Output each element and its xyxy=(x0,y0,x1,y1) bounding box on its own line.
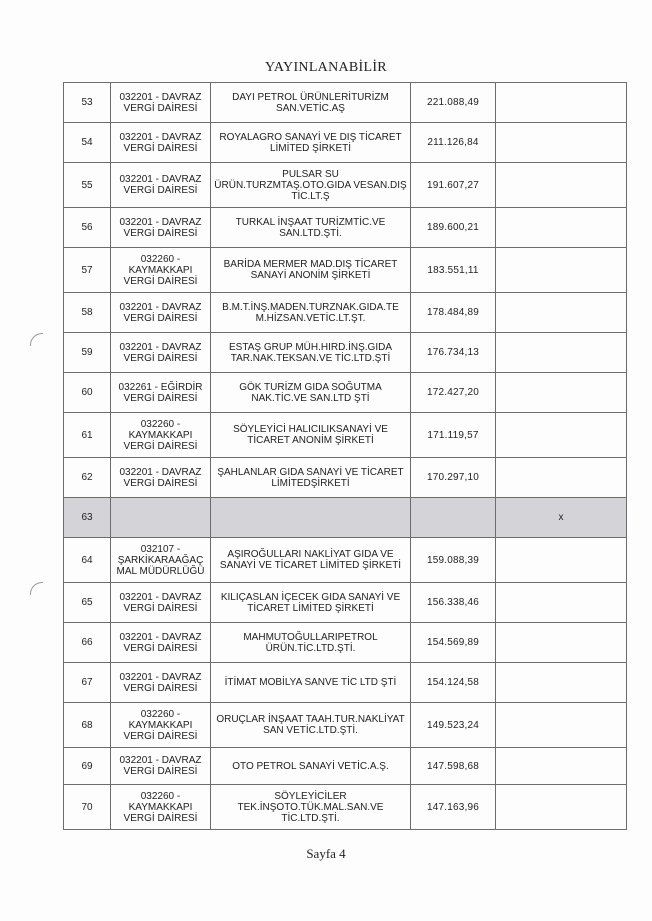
amount: 221.088,49 xyxy=(411,83,496,123)
table-row xyxy=(64,748,627,785)
remark xyxy=(496,703,627,748)
company-name: AŞIROĞULLARI NAKLİYAT GIDA VE SANAYİ VE TİCARET LİMİTED ŞİRKETİ xyxy=(211,538,411,583)
remark xyxy=(496,785,627,830)
table-row xyxy=(64,333,627,373)
table-row xyxy=(64,248,627,293)
remark xyxy=(496,208,627,248)
row-number: 69 xyxy=(64,748,111,785)
remark xyxy=(496,83,627,123)
tax-office: 032201 - DAVRAZ VERGİ DAİRESİ xyxy=(111,208,211,248)
row-number: 68 xyxy=(64,703,111,748)
amount: 211.126,84 xyxy=(411,123,496,163)
punch-hole-mark-top xyxy=(30,333,43,346)
company-name: PULSAR SU ÜRÜN.TURZMTAŞ.OTO.GIDA VESAN.DIŞ TİC.LT.Ş xyxy=(211,163,411,208)
amount: 154.124,58 xyxy=(411,663,496,703)
row-number: 54 xyxy=(64,123,111,163)
row-number: 70 xyxy=(64,785,111,830)
table-row xyxy=(64,123,627,163)
remark: x xyxy=(496,498,627,538)
tax-office: 032201 - DAVRAZ VERGİ DAİRESİ xyxy=(111,623,211,663)
row-number: 65 xyxy=(64,583,111,623)
amount xyxy=(411,498,496,538)
tax-office: 032260 - KAYMAKKAPI VERGİ DAİRESİ xyxy=(111,703,211,748)
row-number: 64 xyxy=(64,538,111,583)
table-row xyxy=(64,663,627,703)
company-name: İTİMAT MOBİLYA SANVE TİC LTD ŞTİ xyxy=(211,663,411,703)
company-name: ROYALAGRO SANAYİ VE DIŞ TİCARET LİMİTED ŞİRKETİ xyxy=(211,123,411,163)
remark xyxy=(496,333,627,373)
remark xyxy=(496,248,627,293)
remark xyxy=(496,123,627,163)
table-row xyxy=(64,785,627,830)
table-row xyxy=(64,83,627,123)
row-number: 58 xyxy=(64,293,111,333)
row-number: 62 xyxy=(64,458,111,498)
remark xyxy=(496,293,627,333)
amount: 183.551,11 xyxy=(411,248,496,293)
remark xyxy=(496,583,627,623)
table-row-shaded xyxy=(64,498,627,538)
row-number: 63 xyxy=(64,498,111,538)
tax-office: 032201 - DAVRAZ VERGİ DAİRESİ xyxy=(111,583,211,623)
company-name: ORUÇLAR İNŞAAT TAAH.TUR.NAKLİYAT SAN VETİC.LTD.ŞTİ. xyxy=(211,703,411,748)
company-name: DAYI PETROL ÜRÜNLERİTURİZM SAN.VETİC.AŞ xyxy=(211,83,411,123)
page-number: Sayfa 4 xyxy=(306,846,346,861)
company-name: BARİDA MERMER MAD.DIŞ TİCARET SANAYİ ANONİM ŞİRKETİ xyxy=(211,248,411,293)
table-row xyxy=(64,293,627,333)
tax-office: 032260 - KAYMAKKAPI VERGİ DAİRESİ xyxy=(111,413,211,458)
remark xyxy=(496,458,627,498)
amount: 176.734,13 xyxy=(411,333,496,373)
row-number: 67 xyxy=(64,663,111,703)
tax-office: 032201 - DAVRAZ VERGİ DAİRESİ xyxy=(111,123,211,163)
tax-office: 032201 - DAVRAZ VERGİ DAİRESİ xyxy=(111,748,211,785)
row-number: 66 xyxy=(64,623,111,663)
row-number: 60 xyxy=(64,373,111,413)
page-header-title: YAYINLANABİLİR xyxy=(265,60,387,75)
amount: 154.569,89 xyxy=(411,623,496,663)
row-number: 61 xyxy=(64,413,111,458)
company-name: TURKAL İNŞAAT TURİZMTİC.VE SAN.LTD.ŞTİ. xyxy=(211,208,411,248)
tax-office: 032201 - DAVRAZ VERGİ DAİRESİ xyxy=(111,163,211,208)
table-row xyxy=(64,583,627,623)
tax-office: 032201 - DAVRAZ VERGİ DAİRESİ xyxy=(111,458,211,498)
table-row xyxy=(64,703,627,748)
tax-office: 032261 - EĞİRDİR VERGİ DAİRESİ xyxy=(111,373,211,413)
row-number: 55 xyxy=(64,163,111,208)
remark xyxy=(496,373,627,413)
company-name: B.M.T.İNŞ.MADEN.TURZNAK.GIDA.TE M.HİZSAN.VETİC.LT.ŞT. xyxy=(211,293,411,333)
remark xyxy=(496,538,627,583)
tax-office: 032201 - DAVRAZ VERGİ DAİRESİ xyxy=(111,293,211,333)
table-row xyxy=(64,458,627,498)
table-row xyxy=(64,163,627,208)
tax-office: 032201 - DAVRAZ VERGİ DAİRESİ xyxy=(111,333,211,373)
taxpayer-table xyxy=(63,82,627,830)
remark xyxy=(496,163,627,208)
tax-office xyxy=(111,498,211,538)
row-number: 53 xyxy=(64,83,111,123)
remark xyxy=(496,748,627,785)
table-row xyxy=(64,208,627,248)
amount: 147.163,96 xyxy=(411,785,496,830)
remark xyxy=(496,623,627,663)
tax-office: 032260 - KAYMAKKAPI VERGİ DAİRESİ xyxy=(111,785,211,830)
row-number: 56 xyxy=(64,208,111,248)
amount: 171.119,57 xyxy=(411,413,496,458)
company-name xyxy=(211,498,411,538)
table-row xyxy=(64,623,627,663)
amount: 170.297,10 xyxy=(411,458,496,498)
amount: 191.607,27 xyxy=(411,163,496,208)
remark xyxy=(496,663,627,703)
company-name: SÖYLEYİCİLER TEK.İNŞOTO.TÜK.MAL.SAN.VE TİC.LTD.ŞTİ. xyxy=(211,785,411,830)
company-name: SÖYLEYİCİ HALICILIKSANAYİ VE TİCARET ANONİM ŞİRKETİ xyxy=(211,413,411,458)
company-name: ESTAŞ GRUP MÜH.HIRD.İNŞ.GIDA TAR.NAK.TEKSAN.VE TİC.LTD.ŞTİ xyxy=(211,333,411,373)
company-name: MAHMUTOĞULLARIPETROL ÜRÜN.TİC.LTD.ŞTİ. xyxy=(211,623,411,663)
company-name: GÖK TURİZM GIDA SOĞUTMA NAK.TİC.VE SAN.LTD ŞTİ xyxy=(211,373,411,413)
table-row xyxy=(64,538,627,583)
table-row xyxy=(64,373,627,413)
punch-hole-mark-bottom xyxy=(30,582,43,595)
tax-office: 032201 - DAVRAZ VERGİ DAİRESİ xyxy=(111,83,211,123)
tax-office: 032260 - KAYMAKKAPI VERGİ DAİRESİ xyxy=(111,248,211,293)
amount: 147.598,68 xyxy=(411,748,496,785)
amount: 149.523,24 xyxy=(411,703,496,748)
amount: 159.088,39 xyxy=(411,538,496,583)
amount: 178.484,89 xyxy=(411,293,496,333)
amount: 189.600,21 xyxy=(411,208,496,248)
remark xyxy=(496,413,627,458)
company-name: KILIÇASLAN İÇECEK GIDA SANAYİ VE TİCARET LİMİTED ŞİRKETİ xyxy=(211,583,411,623)
table-row xyxy=(64,413,627,458)
tax-office: 032107 - ŞARKİKARAAĞAÇ MAL MÜDÜRLÜĞÜ xyxy=(111,538,211,583)
row-number: 57 xyxy=(64,248,111,293)
row-number: 59 xyxy=(64,333,111,373)
amount: 172.427,20 xyxy=(411,373,496,413)
company-name: OTO PETROL SANAYİ VETİC.A.Ş. xyxy=(211,748,411,785)
tax-office: 032201 - DAVRAZ VERGİ DAİRESİ xyxy=(111,663,211,703)
amount: 156.338,46 xyxy=(411,583,496,623)
company-name: ŞAHLANLAR GIDA SANAYİ VE TİCARET LİMİTEDŞİRKETİ xyxy=(211,458,411,498)
